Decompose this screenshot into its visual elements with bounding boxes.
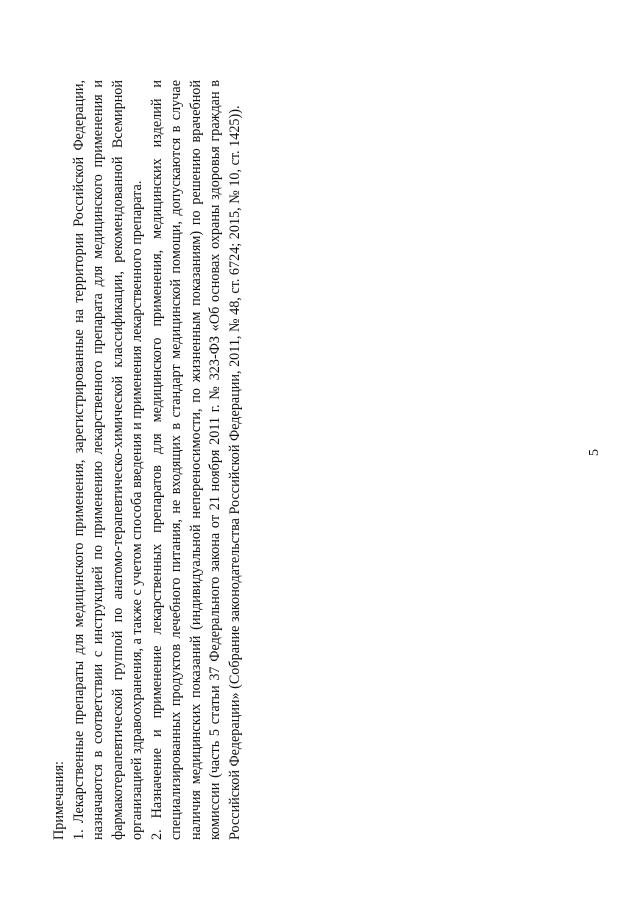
page-number: 5 [587,449,602,456]
notes-block [50,80,245,840]
note-1: 1. Лекарственные препараты для медицинского применения, зарегистрированные на территории Российской Федерации, назначаются в соответствии с инструкцией по применению лекарственного препарата для медицинского применения и фармакотерапевтической группой по анатомо-терапевтическо-химической классификации, рекомендованной Всемирной организацией здравоохранения, а также с учетом способа введения и применения лекарственного препарата. [70,80,145,840]
rotated-page [0,40,600,870]
notes-heading: Примечания: [51,761,67,840]
note-2: 2. Назначение и применение лекарственных препаратов для медицинского применения, медицинских изделий и специализированных продуктов лечебного питания, не входящих в стандарт медицинской помощи, допускаются в случае наличия медицинских показаний (индивидуальной непереносимости, по жизненным показаниям) по решению врачебной комиссии (часть 5 статьи 37 Федерального закона от 21 ноября 2011 г. № 323-ФЗ «Об основах охраны здоровья граждан в Российской Федерации» (Собрание законодательства Российской Федерации, 2011, № 48, ст. 6724; 2015, № 10, ст. 1425)). [148,80,243,840]
